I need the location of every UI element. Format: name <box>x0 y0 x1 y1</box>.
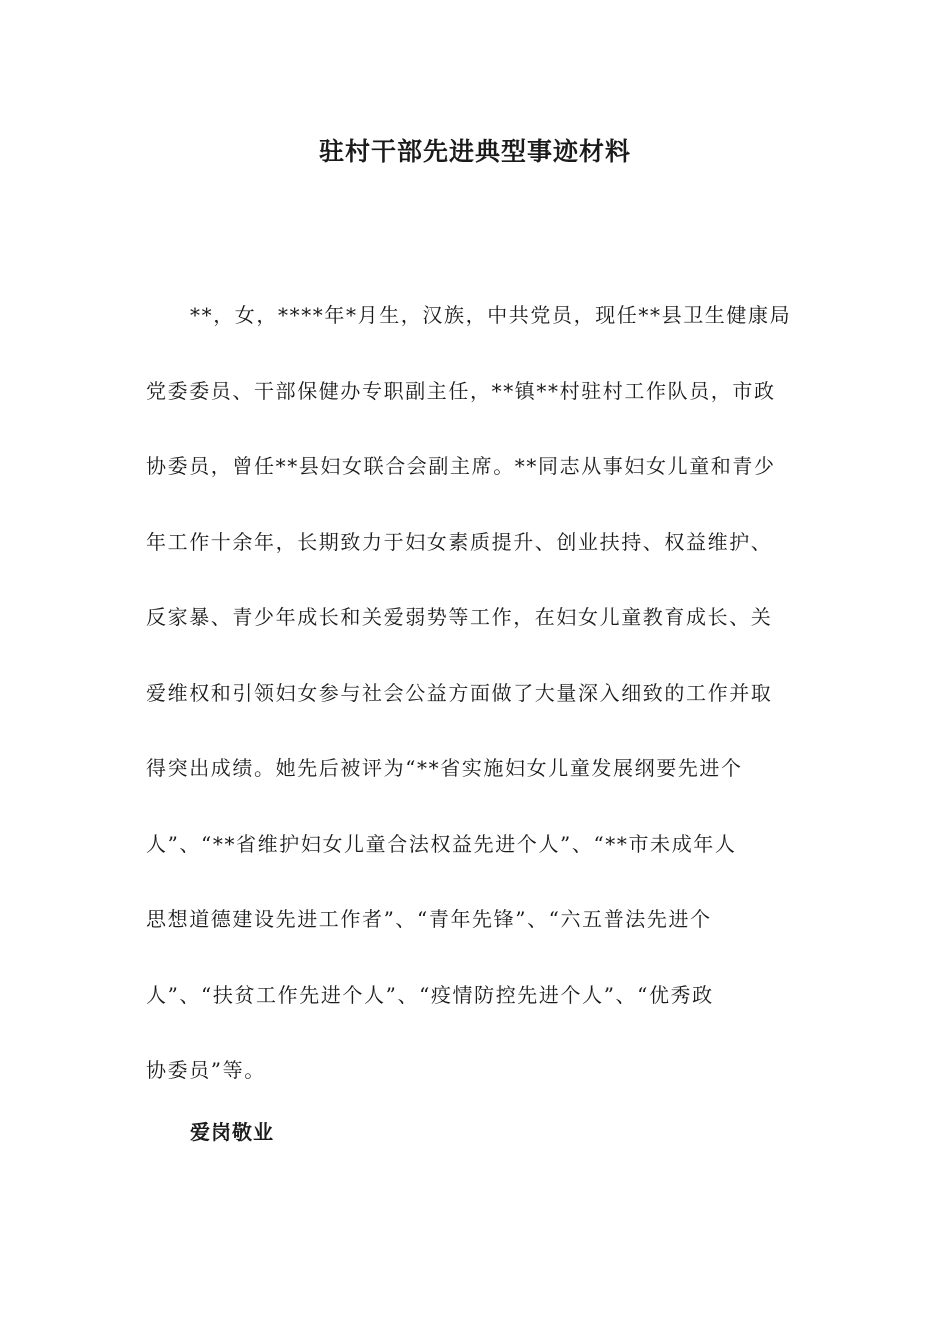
paragraph-line: 人”、“扶贫工作先进个人”、“疫情防控先进个人”、“优秀政 <box>146 982 714 1007</box>
section-heading: 爱岗敬业 <box>190 1120 274 1144</box>
intro-paragraph <box>146 278 796 1109</box>
paragraph-line: 思想道德建设先进工作者”、“青年先锋”、“六五普法先进个 <box>146 907 712 931</box>
paragraph-line: 爱维权和引领妇女参与社会公益方面做了大量深入细致的工作并取 <box>146 680 773 705</box>
document-title: 驻村干部先进典型事迹材料 <box>318 137 631 166</box>
paragraph-line: 反家暴、青少年成长和关爱弱势等工作，在妇女儿童教育成长、关 <box>146 605 773 629</box>
paragraph-line: 协委员，曾任**县妇女联合会副主席。**同志从事妇女儿童和青少 <box>146 454 776 478</box>
paragraph-line: 年工作十余年，长期致力于妇女素质提升、创业扶持、权益维护、 <box>146 529 773 554</box>
paragraph-line: 党委委员、干部保健办专职副主任，**镇**村驻村工作队员，市政 <box>146 378 776 403</box>
paragraph-line: 人”、“**省维护妇女儿童合法权益先进个人”、“**市未成年人 <box>146 831 737 856</box>
paragraph-line: 得突出成绩。她先后被评为“**省实施妇女儿童发展纲要先进个 <box>146 756 743 780</box>
paragraph-line: 协委员”等。 <box>146 1058 266 1082</box>
paragraph-line: **，女，****年*月生，汉族，中共党员，现任**县卫生健康局 <box>190 303 792 327</box>
